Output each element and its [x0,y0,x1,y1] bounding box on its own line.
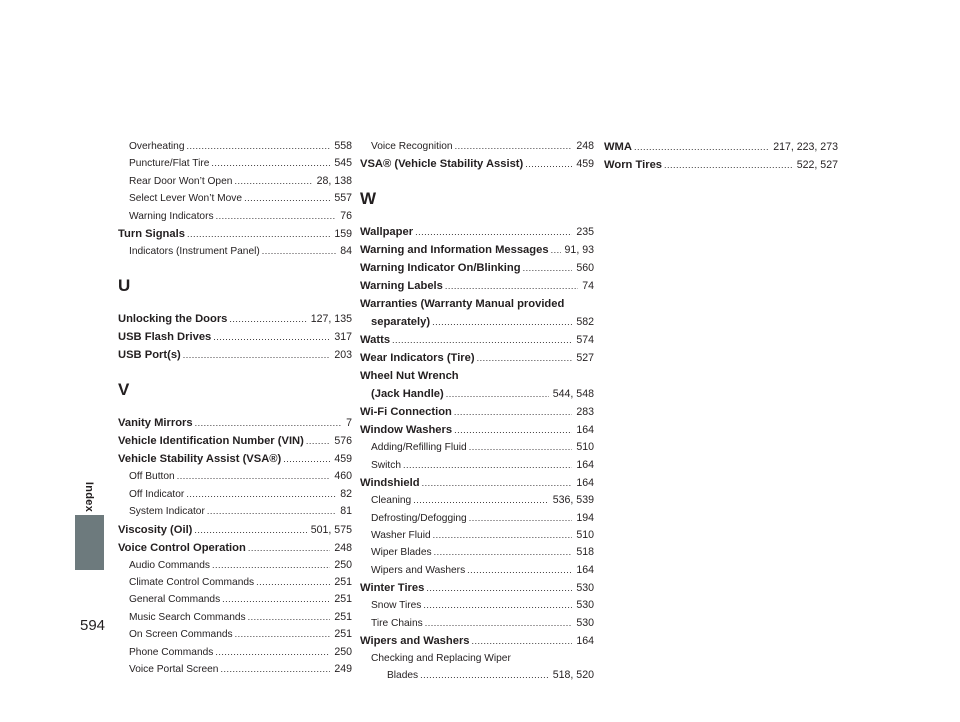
leader-dots [195,414,342,432]
entry-term: Unlocking the Doors [118,313,228,326]
entry-term: Off Button [129,471,175,483]
leader-dots [422,474,573,492]
entry-pages: 560 [576,262,594,275]
leader-dots [469,439,573,456]
section-letter: W [360,189,377,209]
leader-dots [207,503,336,520]
index-entry-continued [360,385,594,403]
index-subentry [360,457,594,474]
leader-dots [445,277,578,295]
entry-pages: 501, 575 [310,523,352,536]
entry-pages: 536, 539 [552,494,594,507]
entry-term: Select Lever Won’t Move [129,193,243,205]
leader-dots [187,225,330,243]
entry-pages: 7 [346,417,352,430]
leader-dots [392,331,572,349]
entry-term: Wheel Nut Wrench [360,370,459,383]
index-subentry [118,190,352,207]
entry-pages: 527 [576,352,594,365]
entry-pages: 557 [334,192,352,205]
section-letter: U [118,276,131,296]
leader-dots [454,403,572,421]
leader-dots [248,609,331,626]
leader-dots [244,190,330,207]
section-letter: V [118,380,130,400]
entry-term: Warranties (Warranty Manual provided [360,298,565,311]
entry-term: WMA [604,141,632,153]
entry-pages: 518 [576,546,594,559]
leader-dots [425,615,573,632]
index-subentry [118,486,352,503]
index-entry-continued [360,313,594,331]
index-entry [360,259,594,277]
entry-term: Window Washers [360,424,453,437]
entry-term: Audio Commands [129,559,210,571]
entry-term: Viscosity (Oil) [118,523,193,536]
index-entry [360,579,594,597]
leader-dots [234,173,312,190]
entry-pages: 203 [334,349,352,362]
entry-term: Off Indicator [129,488,185,500]
index-column-3 [604,138,838,174]
index-subentry [360,510,594,527]
index-entry [360,367,594,385]
entry-pages: 82 [340,487,352,500]
entry-pages: 459 [334,453,352,466]
leader-dots [423,597,572,614]
entry-term: Wipers and Washers [371,564,466,576]
entry-term: Warning Indicators [129,210,214,222]
entry-term: Wipers and Washers [360,635,470,648]
entry-pages: 518, 520 [552,669,594,682]
leader-dots [420,667,549,684]
leader-dots [222,591,330,608]
index-subentry [360,527,594,544]
leader-dots [256,574,330,591]
entry-pages: 164 [576,424,594,437]
entry-pages: 530 [576,582,594,595]
entry-pages: 84 [340,245,352,258]
leader-dots [283,450,330,468]
side-tab-text: Index [83,481,96,513]
entry-pages: 249 [334,663,352,676]
leader-dots [664,156,793,174]
entry-term: On Screen Commands [129,629,233,641]
entry-term: Cleaning [371,495,412,507]
index-subentry [360,650,594,667]
index-subentry [118,609,352,626]
entry-term: Wi-Fi Connection [360,406,452,419]
entry-term: Windshield [360,477,420,490]
entry-pages: 164 [576,477,594,490]
entry-term: Puncture/Flat Tire [129,158,210,170]
entry-pages: 91, 93 [564,244,594,257]
index-subentry [118,574,352,591]
entry-pages: 81 [340,505,352,518]
index-subentry [118,155,352,172]
leader-dots [523,259,573,277]
index-subentry [360,439,594,456]
index-entry [118,346,352,364]
entry-pages: 545 [334,157,352,170]
leader-dots [551,241,561,259]
leader-dots [215,644,330,661]
index-subentry [360,138,594,155]
entry-term: Snow Tires [371,600,422,612]
entry-term: General Commands [129,594,221,606]
leader-dots [634,138,769,156]
index-entry [118,225,352,243]
entry-term: Voice Portal Screen [129,664,219,676]
leader-dots [426,579,572,597]
entry-term: separately) [371,316,431,329]
index-subentry [118,626,352,643]
entry-pages: 459 [576,158,594,171]
entry-pages: 159 [334,228,352,241]
leader-dots [183,346,331,364]
entry-pages: 28, 138 [316,174,352,187]
index-subentry [360,562,594,579]
index-subentry [118,503,352,520]
entry-pages: 576 [334,435,352,448]
entry-term: Washer Fluid [371,530,431,542]
entry-term: Warning Indicator On/Blinking [360,262,521,275]
entry-pages: 251 [334,628,352,641]
index-subentry [118,661,352,678]
entry-term: Wiper Blades [371,547,432,559]
index-entry [118,328,352,346]
entry-pages: 248 [334,541,352,554]
entry-term: USB Flash Drives [118,331,212,344]
index-subentry [360,492,594,509]
leader-dots [434,544,573,561]
index-subentry [118,591,352,608]
leader-dots [229,310,306,328]
entry-term: (Jack Handle) [371,388,444,401]
index-entry [118,450,352,468]
entry-pages: 248 [576,140,594,152]
index-entry [604,156,838,174]
index-subentry [118,557,352,574]
index-entry [118,414,352,432]
leader-dots [403,457,572,474]
index-column-1 [118,138,352,679]
index-entry [360,241,594,259]
leader-dots [446,385,549,403]
index-entry [118,539,352,557]
entry-term: Warning and Information Messages [360,244,549,257]
entry-pages: 127, 135 [310,313,352,326]
entry-pages: 574 [576,334,594,347]
index-entry [118,310,352,328]
entry-term: Wallpaper [360,226,414,239]
entry-term: Music Search Commands [129,611,246,623]
leader-dots [455,138,573,155]
entry-pages: 582 [576,316,594,329]
leader-dots [433,527,573,544]
entry-pages: 283 [576,406,594,419]
index-entry [118,432,352,450]
index-subentry-continued [360,667,594,684]
index-subentry [118,208,352,225]
entry-term: Watts [360,334,391,347]
entry-term: Winter Tires [360,582,425,595]
entry-pages: 164 [576,563,594,576]
leader-dots [187,138,331,155]
leader-dots [177,468,331,485]
leader-dots [216,208,337,225]
leader-dots [248,539,330,557]
leader-dots [186,486,336,503]
entry-term: Climate Control Commands [129,577,255,589]
leader-dots [194,521,306,539]
entry-term: USB Port(s) [118,349,181,362]
entry-pages: 251 [334,593,352,606]
index-subentry [360,615,594,632]
entry-term: Blades [387,670,419,682]
leader-dots [220,661,330,678]
entry-pages: 235 [576,226,594,239]
entry-pages: 251 [334,610,352,623]
entry-pages: 510 [576,529,594,542]
side-tab-marker [75,515,104,570]
entry-pages: 317 [334,331,352,344]
entry-pages: 250 [334,645,352,658]
entry-pages: 164 [576,635,594,648]
entry-pages: 460 [334,470,352,483]
entry-term: Voice Control Operation [118,541,246,554]
leader-dots [472,632,573,650]
index-entry [360,421,594,439]
leader-dots [454,421,572,439]
leader-dots [469,510,573,527]
entry-term: Tire Chains [371,617,423,629]
index-subentry [360,597,594,614]
entry-term: Phone Commands [129,646,214,658]
index-entry [360,277,594,295]
entry-term: Defrosting/Defogging [371,512,467,524]
index-subentry [118,644,352,661]
entry-pages: 530 [576,616,594,629]
index-subentry [118,243,352,260]
leader-dots [413,492,549,509]
index-subentry [118,173,352,190]
index-entry [360,403,594,421]
index-column-2 [360,138,594,685]
leader-dots [415,223,572,241]
leader-dots [212,557,330,574]
entry-term: System Indicator [129,506,205,518]
index-entry [360,223,594,241]
index-entry [360,632,594,650]
index-entry [360,295,594,313]
entry-pages: 217, 223, 273 [773,141,838,153]
entry-term: Vanity Mirrors [118,417,193,430]
entry-pages: 544, 548 [552,388,594,401]
entry-pages: 250 [334,558,352,571]
leader-dots [467,562,572,579]
entry-pages: 522, 527 [796,159,838,171]
index-subentry [360,544,594,561]
index-entry [360,349,594,367]
entry-pages: 558 [334,140,352,152]
entry-term: Adding/Refilling Fluid [371,442,467,454]
index-subentry [118,468,352,485]
index-entry [360,155,594,173]
entry-pages: 74 [582,280,594,293]
entry-term: Voice Recognition [371,141,453,152]
leader-dots [211,155,330,172]
index-entry [360,331,594,349]
entry-term: Checking and Replacing Wiper [371,653,511,665]
page-number: 594 [80,617,106,634]
entry-term: Indicators (Instrument Panel) [129,246,260,258]
entry-term: Switch [371,459,402,471]
leader-dots [213,328,330,346]
entry-term: Vehicle Identification Number (VIN) [118,435,304,448]
entry-term: Wear Indicators (Tire) [360,352,475,365]
leader-dots [432,313,572,331]
entry-pages: 530 [576,599,594,612]
entry-pages: 164 [576,458,594,471]
entry-pages: 510 [576,441,594,454]
entry-term: Warning Labels [360,280,443,293]
index-subentry [118,138,352,155]
entry-term: VSA® (Vehicle Stability Assist) [360,158,524,171]
entry-term: Vehicle Stability Assist (VSA®) [118,453,282,466]
leader-dots [477,349,573,367]
leader-dots [306,432,330,450]
leader-dots [235,626,331,643]
entry-term: Overheating [129,141,185,152]
entry-pages: 76 [340,209,352,222]
entry-pages: 194 [576,511,594,524]
index-entry [118,521,352,539]
entry-term: Turn Signals [118,228,185,241]
entry-term: Worn Tires [604,159,663,171]
entry-term: Rear Door Won’t Open [129,175,233,187]
leader-dots [525,155,572,173]
index-entry [360,474,594,492]
index-entry [604,138,838,156]
entry-pages: 251 [334,576,352,589]
leader-dots [262,243,336,260]
